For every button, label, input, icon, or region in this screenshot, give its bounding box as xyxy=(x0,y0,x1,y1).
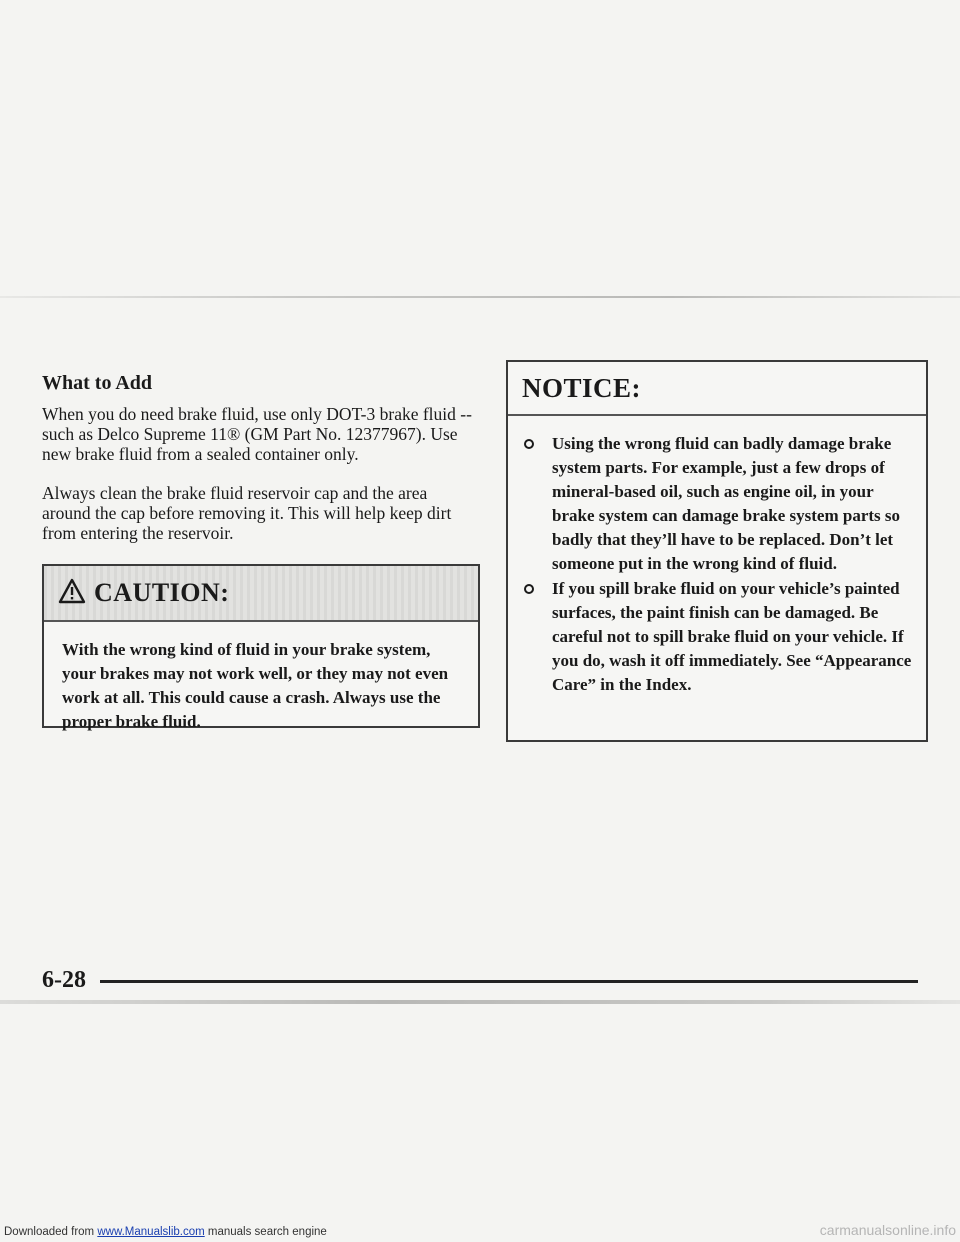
download-banner xyxy=(0,1222,484,1242)
bullet-icon xyxy=(524,439,534,449)
notice-item-text: If you spill brake fluid on your vehicle’s painted surfaces, the paint finish can be damaged. Be careful not to spill brake fluid on your vehicle. If you do, wash it off immediately. See “Appearance Care” in the Index. xyxy=(552,579,912,694)
download-prefix: Downloaded from xyxy=(4,1226,98,1238)
notice-box xyxy=(506,360,928,742)
notice-header xyxy=(508,362,926,416)
watermark: carmanualsonline.info xyxy=(819,1222,956,1238)
download-suffix: manuals search engine xyxy=(204,1226,327,1238)
footer-band xyxy=(0,1000,960,1004)
notice-title: NOTICE: xyxy=(522,372,642,403)
bottom-divider xyxy=(100,980,918,983)
caution-box xyxy=(42,564,480,731)
notice-list xyxy=(508,416,926,697)
list-item xyxy=(520,432,914,576)
manualslib-link[interactable]: www.Manualslib.com xyxy=(97,1226,205,1238)
warning-triangle-icon xyxy=(58,578,86,609)
reservoir-cap-paragraph: Always clean the brake fluid reservoir cap and the area around the cap before removing it. This will help keep dirt from entering the reservoir. xyxy=(42,483,452,543)
bullet-icon xyxy=(524,584,534,594)
page-number: 6-28 xyxy=(42,967,86,993)
notice-item-text: Using the wrong fluid can badly damage brake system parts. For example, just a few drops of mineral-based oil, such as engine oil, in your brake system can damage brake system parts so badly that they’ll have to be replaced. Don’t let someone put in the wrong kind of fluid. xyxy=(552,434,901,573)
top-divider xyxy=(0,296,960,298)
caution-body: With the wrong kind of fluid in your brake system, your brakes may not work well, or they may not even work at all. This could cause a crash. Always use the proper brake fluid. xyxy=(62,640,449,731)
caution-header xyxy=(44,566,478,622)
list-item xyxy=(520,577,914,697)
brake-fluid-paragraph: When you do need brake fluid, use only DOT-3 brake fluid -- such as Delco Supreme 11® (GM Part No. 12377967). Use new brake fluid from a sealed container only. xyxy=(42,404,472,464)
caution-title: CAUTION: xyxy=(94,578,230,607)
section-heading: What to Add xyxy=(42,372,153,394)
